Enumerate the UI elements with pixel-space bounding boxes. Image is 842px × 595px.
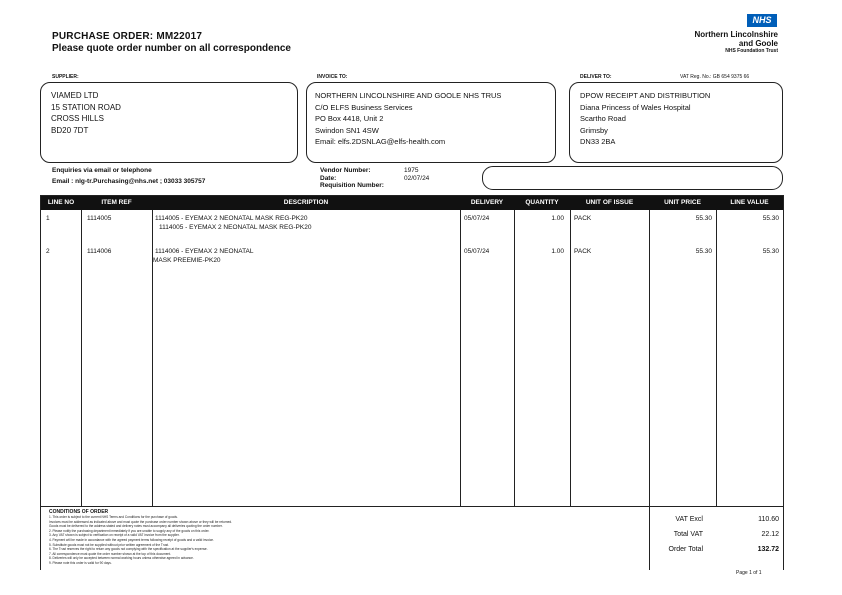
header-unit-of-issue: UNIT OF ISSUE bbox=[585, 199, 634, 206]
deliver-to-address-line: Grimsby bbox=[580, 125, 608, 135]
header-unit-price: UNIT PRICE bbox=[664, 199, 701, 206]
invoice-to-address-line: PO Box 4418, Unit 2 bbox=[315, 114, 384, 123]
supplier-address-line: 15 STATION ROAD bbox=[51, 102, 121, 112]
supplier-box bbox=[40, 82, 298, 163]
row1-item-ref: 1114005 bbox=[87, 215, 112, 222]
invoice-to-address-line: NORTHERN LINCOLNSHIRE AND GOOLE NHS TRUS bbox=[315, 91, 502, 100]
table-header bbox=[41, 196, 783, 210]
condition-line: 5. Substitute goods must not be supplied without prior written agreement of the Trust. bbox=[49, 542, 169, 547]
purchase-order-title: PURCHASE ORDER: MM22017 bbox=[52, 31, 203, 42]
header-line-value: LINE VALUE bbox=[730, 199, 769, 206]
vendor-number-value: 1975 bbox=[404, 167, 419, 174]
page-number: Page 1 of 1 bbox=[736, 570, 762, 576]
deliver-to-label: DELIVER TO: bbox=[580, 74, 612, 80]
conditions-text bbox=[49, 515, 639, 566]
vendor-info bbox=[320, 167, 384, 190]
enquiries-contact: Email : nlg-tr.Purchasing@nhs.net ; 03033 305757 bbox=[52, 178, 206, 185]
total-vat-value: 22.12 bbox=[761, 531, 779, 538]
row1-unit-price: 55.30 bbox=[695, 215, 712, 222]
vendor-values bbox=[404, 167, 429, 182]
row2-quantity: 1.00 bbox=[551, 248, 564, 255]
deliver-to-address-line: Diana Princess of Wales Hospital bbox=[580, 102, 691, 112]
vat-reg-number: VAT Reg. No.: GB 654 9375 66 bbox=[680, 74, 750, 80]
row1-description-line2: 1114005 - EYEMAX 2 NEONATAL MASK REG-PK20 bbox=[159, 224, 312, 231]
requisition-label: Requisition Number: bbox=[320, 182, 384, 189]
invoice-to-address-line: C/O ELFS Business Services bbox=[315, 102, 413, 112]
deliver-to-address-line: DN33 2BA bbox=[580, 137, 616, 146]
deliver-to-box bbox=[569, 82, 783, 163]
trust-name-line1: Northern Lincolnshire bbox=[694, 30, 778, 39]
conditions-of-order bbox=[49, 509, 639, 566]
order-lines-table bbox=[40, 195, 784, 570]
invoice-to-box bbox=[306, 82, 556, 163]
condition-line: 2. Please notify the purchasing department immediately if you are unable to supply any of the goods on this order. bbox=[49, 528, 210, 533]
column-divider bbox=[81, 210, 82, 506]
supplier-address bbox=[51, 90, 121, 136]
supplier-address-line: CROSS HILLS bbox=[51, 114, 104, 123]
deliver-to-address-line: DPOW RECEIPT AND DISTRIBUTION bbox=[580, 91, 711, 100]
row1-quantity: 1.00 bbox=[551, 215, 564, 222]
header-item-ref: ITEM REF bbox=[101, 199, 132, 206]
enquiries-line1: Enquiries via email or telephone bbox=[52, 167, 152, 174]
supplier-label: SUPPLIER: bbox=[52, 74, 79, 80]
footer-divider bbox=[41, 506, 783, 507]
vat-excl-label: VAT Excl bbox=[675, 516, 703, 523]
row2-description-line2: MASK PREEMIE-PK20 bbox=[153, 257, 221, 264]
trust-name-line3: NHS Foundation Trust bbox=[725, 48, 778, 54]
row2-line-value: 55.30 bbox=[762, 248, 779, 255]
condition-line: 3. Any VAT shown is subject to verification on receipt of a valid VAT invoice from the supplier. bbox=[49, 533, 180, 538]
row1-unit: PACK bbox=[574, 215, 592, 222]
vat-excl-value: 110.60 bbox=[758, 516, 779, 523]
condition-line: 1. This order is subject to the current NHS Terms and Conditions for the purchase of goods. bbox=[49, 515, 178, 519]
deliver-to-address bbox=[580, 90, 710, 148]
totals-divider bbox=[649, 506, 650, 570]
supplier-address-line: VIAMED LTD bbox=[51, 91, 99, 100]
deliver-to-address-line: Scartho Road bbox=[580, 114, 626, 123]
row2-line-no: 2 bbox=[46, 248, 50, 255]
row2-unit-price: 55.30 bbox=[695, 248, 712, 255]
invoice-to-address-line: Email: elfs.2DSNLAG@elfs-health.com bbox=[315, 137, 446, 146]
row1-delivery: 05/07/24 bbox=[464, 215, 490, 222]
invoice-to-label: INVOICE TO: bbox=[317, 74, 348, 80]
header-description: DESCRIPTION bbox=[283, 199, 329, 206]
header-delivery: DELIVERY bbox=[470, 199, 504, 206]
total-vat-label: Total VAT bbox=[673, 531, 703, 538]
conditions-title: CONDITIONS OF ORDER bbox=[49, 509, 109, 515]
row1-line-no: 1 bbox=[46, 215, 50, 222]
date-value: 02/07/24 bbox=[404, 174, 430, 182]
condition-line: 6. The Trust reserves the right to return any goods not complying with the specification at the supplier's expense. bbox=[49, 547, 208, 552]
row2-item-ref: 1114006 bbox=[87, 248, 112, 255]
reference-box bbox=[482, 166, 783, 190]
row1-description bbox=[155, 214, 311, 232]
row1-description-line1: 1114005 - EYEMAX 2 NEONATAL MASK REG-PK20 bbox=[155, 215, 308, 222]
header-line-no: LINE NO bbox=[47, 199, 75, 206]
row2-delivery: 05/07/24 bbox=[464, 248, 490, 255]
condition-line: Invoices must be addressed as indicated above and must quote the purchase order number shown above or they will be returned. bbox=[49, 519, 233, 524]
condition-line: 9. Please note this order is valid for 90 days. bbox=[49, 560, 112, 565]
column-divider bbox=[460, 210, 461, 506]
condition-line: 7. All correspondence must quote the order number shown at the top of this document. bbox=[49, 551, 172, 556]
order-total-value: 132.72 bbox=[757, 546, 779, 553]
invoice-to-address bbox=[315, 90, 501, 148]
purchase-order-subtitle: Please quote order number on all correspondence bbox=[52, 43, 291, 54]
nhs-logo: NHS bbox=[747, 14, 777, 27]
column-divider bbox=[570, 210, 571, 506]
condition-line: Goods must be delivered to the address stated and delivery notes must accompany all deliveries quoting the order number. bbox=[49, 524, 223, 529]
trust-name bbox=[650, 30, 778, 55]
trust-name-line2: and Goole bbox=[738, 39, 778, 48]
row2-description bbox=[153, 247, 254, 265]
row2-description-line1: 1114006 - EYEMAX 2 NEONATAL bbox=[155, 248, 254, 255]
date-label: Date: bbox=[320, 174, 337, 182]
supplier-address-line: BD20 7DT bbox=[51, 125, 89, 135]
order-total-label: Order Total bbox=[668, 546, 703, 553]
condition-line: 4. Payment will be made in accordance with the agreed payment terms following receipt of goods and a valid invoice. bbox=[49, 537, 214, 542]
invoice-to-address-line: Swindon SN1 4SW bbox=[315, 125, 379, 135]
row2-unit: PACK bbox=[574, 248, 592, 255]
vendor-number-label: Vendor Number: bbox=[320, 167, 371, 174]
condition-line: 8. Deliveries will only be accepted between normal working hours unless otherwise agreed in advance. bbox=[49, 556, 194, 561]
row1-line-value: 55.30 bbox=[762, 215, 779, 222]
header-quantity: QUANTITY bbox=[525, 199, 559, 206]
